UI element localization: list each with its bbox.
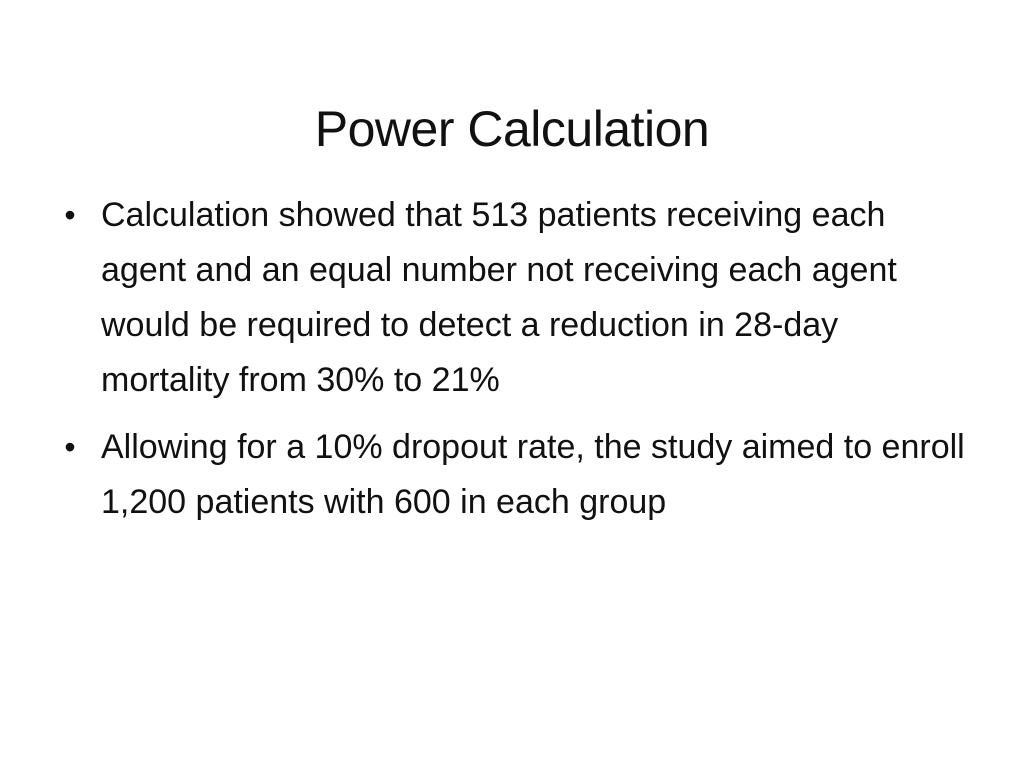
bullet-item-enrollment (56, 420, 976, 530)
slide-title: Power Calculation (314, 100, 710, 157)
bullet-list (56, 188, 976, 542)
bullet-marker-icon: • (64, 197, 76, 233)
bullet-marker-icon: • (64, 429, 76, 465)
bullet-text: Allowing for a 10% dropout rate, the study aimed to enroll 1,200 patients with 600 in each group (101, 428, 965, 521)
bullet-item-sample-size (56, 188, 976, 408)
bullet-text: Calculation showed that 513 patients receiving each agent and an equal number not receiving each agent would be required to detect a reduction in 28-day mortality from 30% to 21% (101, 196, 897, 399)
